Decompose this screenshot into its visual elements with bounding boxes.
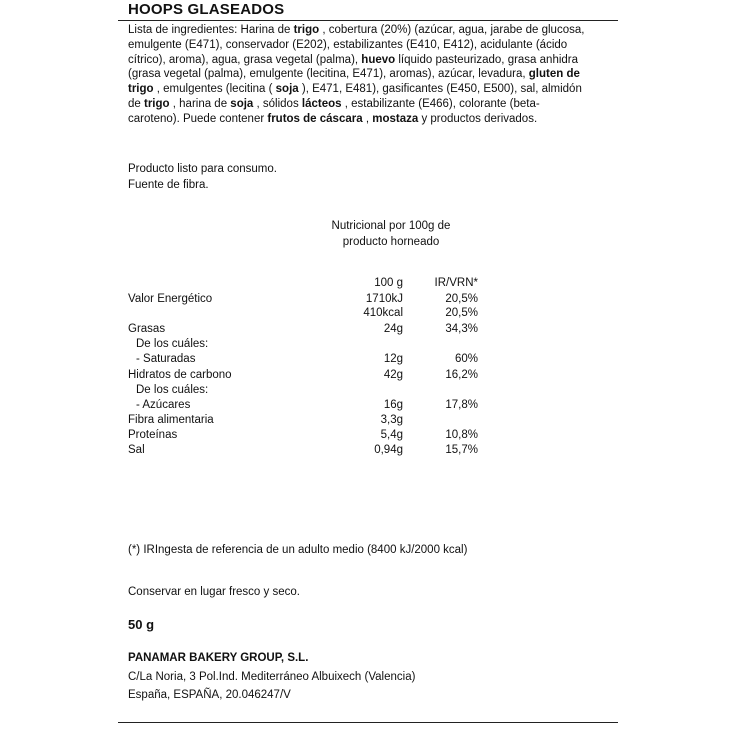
- nutrient-label: Valor Energético: [128, 293, 213, 305]
- nutrient-label: Grasas: [128, 323, 166, 335]
- allergen-text: gluten de trigo: [128, 68, 580, 96]
- company-address: C/La Noria, 3 Pol.Ind. Mediterráneo Albuixech (Valencia): [128, 671, 416, 683]
- nutrient-value-100g: 1710kJ: [365, 293, 403, 305]
- nutrient-value-100g: 16g: [383, 399, 403, 411]
- nutrition-heading-line2: producto horneado: [342, 236, 440, 248]
- ingredient-text: , harina de: [169, 97, 231, 110]
- nutrient-ir-vrn: 20,5%: [445, 293, 478, 305]
- allergen-text: mostaza: [372, 112, 419, 125]
- nutrition-column-headers: [128, 276, 488, 291]
- column-header-100g: 100 g: [374, 277, 403, 289]
- company-registration: España, ESPAÑA, 20.046247/V: [128, 689, 291, 701]
- nutrient-label: Proteínas: [128, 429, 178, 441]
- nutrient-label: Fibra alimentaria: [128, 414, 214, 426]
- nutrient-ir-vrn: 20,5%: [445, 307, 478, 319]
- column-header-ir-vrn: IR/VRN*: [434, 277, 478, 289]
- company-name: PANAMAR BAKERY GROUP, S.L.: [128, 652, 309, 664]
- nutrient-value-100g: 5,4g: [380, 429, 403, 441]
- reference-intake-note: (*) IRIngesta de referencia de un adulto medio (8400 kJ/2000 kcal): [128, 544, 468, 556]
- nutrient-ir-vrn: 17,8%: [445, 399, 478, 411]
- nutrient-value-100g: 12g: [383, 353, 403, 365]
- product-title: HOOPS GLASEADOS: [128, 1, 285, 18]
- net-weight: 50 g: [128, 617, 155, 632]
- nutrition-row: [128, 292, 488, 307]
- nutrient-label: - Azúcares: [136, 399, 191, 411]
- nutrient-ir-vrn: 10,8%: [445, 429, 478, 441]
- bottom-divider: [118, 722, 618, 723]
- nutrition-row: [128, 428, 488, 443]
- ingredients-list: [128, 23, 590, 127]
- nutrition-row: [128, 383, 488, 398]
- nutrient-ir-vrn: 16,2%: [445, 369, 478, 381]
- top-divider: [118, 20, 618, 21]
- nutrient-ir-vrn: 15,7%: [445, 444, 478, 456]
- allergen-text: trigo: [293, 24, 320, 36]
- allergen-text: soja: [275, 83, 299, 96]
- nutrient-label: De los cuáles:: [136, 338, 209, 350]
- nutrition-row: [128, 306, 488, 321]
- allergen-text: soja: [230, 97, 254, 110]
- ingredient-text: , cobertura (20%) (azúcar, agua, jarabe de glucosa, emulgente (E471), conservador (E202), estabilizantes (E410, E412), acidulante (ácido cítrico), aroma), agua, grasa vegetal (palma),: [128, 24, 585, 66]
- ingredient-text: líquido pasteurizado, grasa anhidra (grasa vegetal (palma), emulgente (lecitina, E471), aromas), azúcar, levadura,: [128, 53, 579, 81]
- ingredient-text: , sólidos: [253, 97, 302, 110]
- ingredient-text: , emulgentes (lecitina (: [153, 83, 276, 96]
- ingredient-text: ), E471, E481), gasificantes (E450, E500), sal, almidón de: [128, 83, 582, 110]
- allergen-text: lácteos: [301, 97, 342, 110]
- ingredient-text: , estabilizante (E466), colorante (beta-caroteno). Puede contener: [128, 97, 540, 125]
- nutrient-value-100g: 410kcal: [363, 307, 403, 319]
- ingredient-text: y productos derivados.: [418, 112, 538, 125]
- ingredient-text: ,: [362, 112, 373, 125]
- nutrient-value-100g: 0,94g: [374, 444, 403, 456]
- nutrition-row: [128, 322, 488, 337]
- storage-instructions: Conservar en lugar fresco y seco.: [128, 586, 300, 598]
- nutrition-row: [128, 337, 488, 352]
- nutrient-value-100g: 42g: [383, 369, 403, 381]
- nutrient-ir-vrn: 60%: [454, 353, 478, 365]
- nutrition-heading-line1: Nutricional por 100g de: [331, 220, 451, 232]
- nutrient-label: De los cuáles:: [136, 384, 209, 396]
- nutrient-ir-vrn: 34,3%: [445, 323, 478, 335]
- allergen-text: huevo: [361, 53, 396, 66]
- nutrient-value-100g: 24g: [383, 323, 403, 335]
- nutrient-label: Hidratos de carbono: [128, 369, 232, 381]
- ready-to-eat-note: Producto listo para consumo.: [128, 163, 277, 175]
- nutrition-row: [128, 368, 488, 383]
- nutrient-value-100g: 3,3g: [380, 414, 403, 426]
- ingredient-text: Lista de ingredientes: Harina de: [128, 24, 294, 36]
- allergen-text: trigo: [144, 97, 170, 110]
- nutrition-row: [128, 352, 488, 367]
- nutrient-label: Sal: [128, 444, 145, 456]
- allergen-text: frutos de cáscara: [267, 112, 363, 125]
- nutrition-row: [128, 413, 488, 428]
- nutrition-heading: [316, 218, 466, 250]
- nutrition-row: [128, 443, 488, 458]
- nutrition-row: [128, 398, 488, 413]
- fiber-source-note: Fuente de fibra.: [128, 179, 209, 191]
- nutrient-label: - Saturadas: [136, 353, 196, 365]
